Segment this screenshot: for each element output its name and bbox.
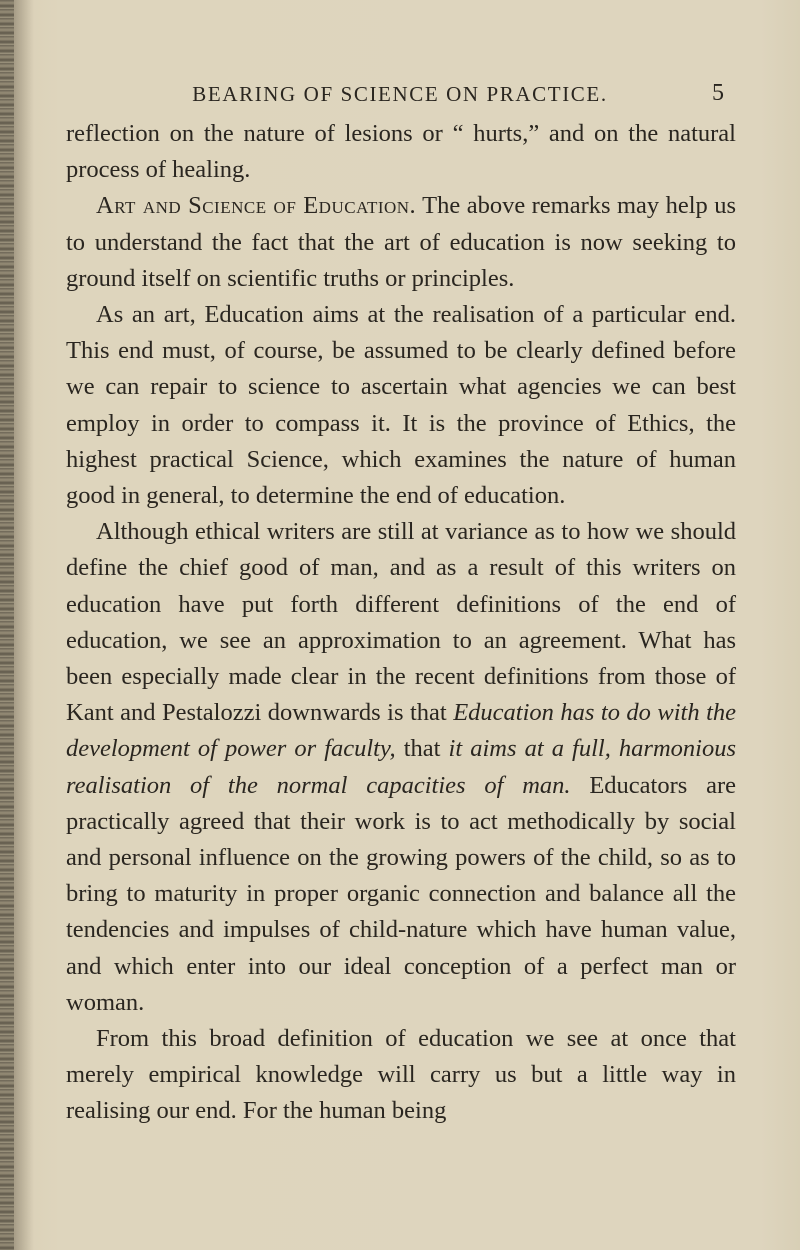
body-text xyxy=(66,116,736,1130)
paragraph-4-text-b: that xyxy=(395,735,449,763)
paragraph-4-text-a: Although ethical writers are still at variance as to how we should define the chief good of man, and as a result of this writers on education have put forth different definitions of the end of education, we see an approximation to an agreement. What has been especially made clear in the recent definitions from those of Kant and Pestalozzi downwards is that xyxy=(66,518,736,727)
paragraph-3: As an art, Education aims at the realisation of a particular end. This end must, of course, be assumed to be clearly defined before we can repair to science to ascertain what agencies we can best employ in order to compass it. It is the province of Ethics, the highest practical Science, which examines the nature of human good in general, to determine the end of education. xyxy=(66,301,736,510)
gutter-shadow xyxy=(14,0,34,1250)
page-number: 5 xyxy=(712,80,724,106)
paragraph-4-italic-a: Education has to do with the development of power or faculty, xyxy=(66,699,736,763)
paragraph-4-italic-b: it aims at a full, harmonious realisation of the normal capacities of man. xyxy=(66,735,736,799)
paragraph-4-text-c: Educators are practically agreed that their work is to act methodically by social and personal influence on the growing powers of the child, so as to bring to maturity in proper organic connection and balance all the tendencies and impulses of child-nature which have human value, and which enter into our ideal conception of a perfect man or woman. xyxy=(66,771,736,1016)
section-heading: Art and Science of Education. xyxy=(96,192,417,220)
paragraph-2-text: The above remarks may help us to understand the fact that the art of education is now seeking to ground itself on scientific truths or principles. xyxy=(66,192,736,292)
running-title: BEARING OF SCIENCE ON PRACTICE. xyxy=(192,82,608,106)
paragraph-1: reflection on the nature of lesions or “ hurts,” and on the natural process of healing. xyxy=(66,120,736,184)
paragraph-2 xyxy=(66,188,736,297)
paragraph-5: From this broad definition of education we see at once that merely empirical knowledge will carry us but a little way in realising our end. For the human being xyxy=(66,1025,736,1125)
running-head xyxy=(0,82,800,112)
paragraph-4 xyxy=(66,514,736,1021)
book-spine-edge xyxy=(0,0,14,1250)
